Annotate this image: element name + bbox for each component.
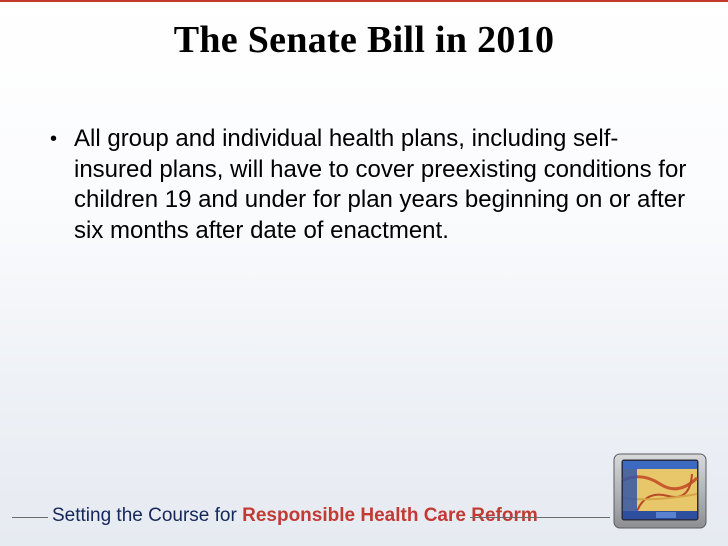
footer-divider-left bbox=[12, 517, 48, 518]
footer-tagline bbox=[52, 505, 538, 527]
top-accent-rule bbox=[0, 0, 728, 4]
bullet-list bbox=[48, 124, 688, 246]
footer-tagline-part2: Responsible Health Care Reform bbox=[242, 505, 538, 526]
bullet-text: All group and individual health plans, including self-insured plans, will have to cover preexisting conditions for children 19 and under for plan years beginning on or after six months after date of enactment. bbox=[74, 125, 687, 244]
bullet-marker-icon: • bbox=[50, 128, 58, 150]
slide-title: The Senate Bill in 2010 bbox=[173, 19, 555, 61]
gps-device-image bbox=[612, 450, 708, 532]
bullet-item bbox=[48, 124, 688, 246]
footer-tagline-part1: Setting the Course for bbox=[52, 505, 243, 526]
footer-divider-right bbox=[470, 517, 610, 518]
